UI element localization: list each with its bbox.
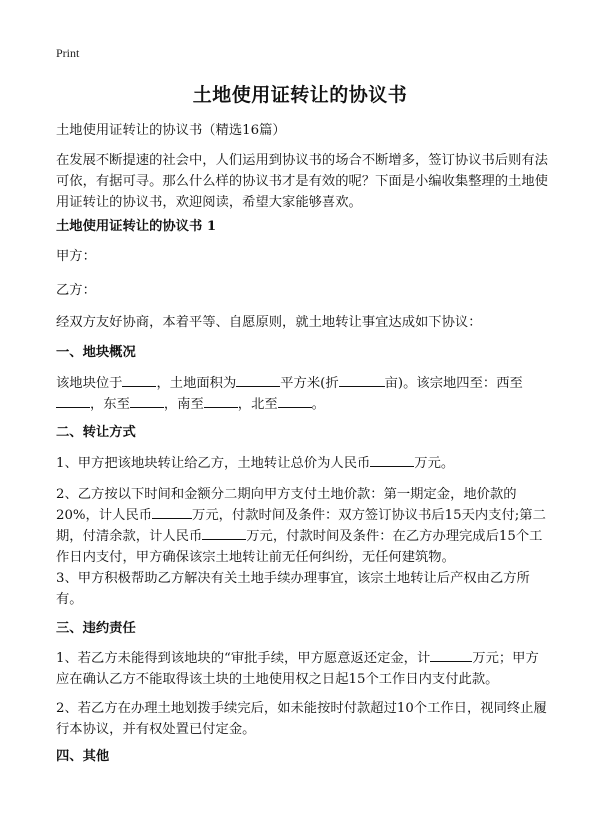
party-a-line: 甲方： bbox=[56, 249, 96, 264]
blank-west bbox=[56, 394, 90, 408]
plot-text-c: 平方米(折 bbox=[280, 376, 339, 391]
blank-deposit-amount bbox=[152, 505, 192, 519]
blank-mu bbox=[339, 373, 385, 387]
plot-text-b: ，土地面积为 bbox=[156, 376, 237, 391]
heading-transfer-method: 二、转让方式 bbox=[56, 425, 136, 440]
document-title: 土地使用证转让的协议书 bbox=[192, 84, 408, 106]
intro-paragraph: 在发展不断提速的社会中，人们运用到协议书的场合不断增多，签订协议书后则有法可依，有据可寻。那么什么样的协议书才是有效的呢？下面是小编收集整理的土地使用证转让的协议书，欢迎阅读，希望大家能够喜欢。 bbox=[56, 153, 548, 210]
plot-overview-paragraph bbox=[56, 373, 548, 415]
clause-2-text-c: 万元，付款时间及条件：在乙方办理完成后15个工作日内支付，甲方确保该宗土地转让前无任何纠纷，无任何建筑物。 bbox=[56, 529, 543, 565]
transfer-clause-1 bbox=[56, 453, 548, 474]
liability-clause-2: 2、若乙方在办理土地划拨手续完后，如未能按时付款超过10个工作日，视同终止履行本协议，并有权处置已付定金。 bbox=[56, 701, 547, 737]
blank-total-price bbox=[370, 453, 414, 467]
blank-location bbox=[122, 373, 156, 387]
plot-text-d: 亩)。该宗地四至：西至 bbox=[384, 376, 523, 391]
plot-text-e: ，东至 bbox=[90, 397, 130, 412]
liability-1-text-b: 万元；甲方应在确认乙方不能取得该土块的土地使用权之日起15个工作日内支付此款。 bbox=[56, 651, 539, 687]
party-b-line: 乙方： bbox=[56, 283, 96, 298]
clause-1-text-b: 万元。 bbox=[414, 456, 455, 471]
blank-area bbox=[236, 373, 280, 387]
transfer-clause-2 bbox=[56, 484, 548, 568]
preamble-paragraph: 经双方友好协商，本着平等、自愿原则，就土地转让事宜达成如下协议： bbox=[56, 315, 482, 330]
blank-south bbox=[204, 394, 238, 408]
blank-balance-amount bbox=[202, 526, 246, 540]
plot-text-f: ，南至 bbox=[163, 397, 204, 412]
clause-2-text-a: 2、乙方按以下时间和金额分二期向甲方支付土地价款：第一期定金，地价款的20%，计人民币 bbox=[56, 487, 517, 523]
blank-refund-amount bbox=[430, 648, 472, 662]
clause-2-text-b: 万元，付款时间及条件：双方签订协议书后15天内支付;第二期，付清余款，计人民币 bbox=[56, 508, 546, 544]
subtitle: 土地使用证转让的协议书（精选16篇） bbox=[56, 123, 286, 138]
clause-1-text-a: 1、甲方把该地块转让给乙方，土地转让总价为人民币 bbox=[56, 456, 371, 471]
blank-east bbox=[130, 394, 164, 408]
plot-text-a: 该地块位于 bbox=[56, 376, 123, 391]
heading-liability: 三、违约责任 bbox=[56, 621, 136, 636]
liability-clause-1 bbox=[56, 648, 548, 690]
blank-north bbox=[278, 394, 312, 408]
print-label[interactable]: Print bbox=[56, 46, 80, 60]
plot-text-g: ，北至 bbox=[237, 397, 278, 412]
liability-1-text-a: 1、若乙方未能得到该地块的“审批手续，甲方愿意返还定金，计 bbox=[56, 651, 431, 666]
section-title: 土地使用证转让的协议书 1 bbox=[56, 219, 217, 234]
heading-plot-overview: 一、地块概况 bbox=[56, 345, 136, 360]
plot-text-h: 。 bbox=[311, 397, 325, 412]
heading-other: 四、其他 bbox=[56, 749, 110, 764]
transfer-clause-3: 3、甲方积极帮助乙方解决有关土地手续办理事宜，该宗土地转让后产权由乙方所有。 bbox=[56, 571, 530, 607]
